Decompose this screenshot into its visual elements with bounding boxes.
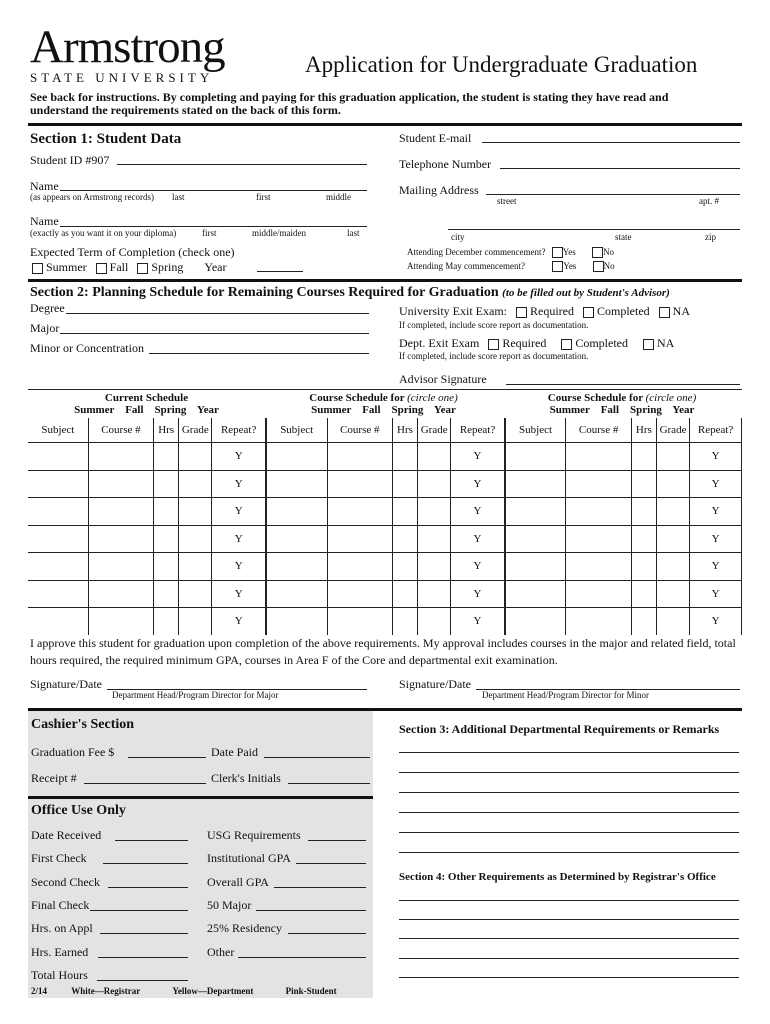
schedule-cell[interactable] [28,553,88,581]
sig-minor-caption: Department Head/Program Director for Minor [482,690,649,700]
repeat-cell[interactable]: Y [451,498,505,526]
copy-white: White—Registrar [71,986,141,996]
section4-title: Section 4: Other Requirements as Determined by Registrar's Office [399,871,716,883]
uni-na-label: NA [672,304,690,318]
year-label: Year [204,260,227,274]
schedule-cell[interactable] [631,580,656,608]
mailing-label: Mailing Address [399,183,479,197]
dept-required-checkbox[interactable] [488,339,499,350]
office-left-5-field[interactable] [98,957,188,958]
logo-main: Armstrong [30,21,225,73]
sig-major-label: Signature/Date [30,677,102,691]
schedule-row [28,608,742,635]
may-yes-checkbox[interactable] [552,261,563,272]
uni-completed-label: Completed [596,304,650,318]
office-left-0-field[interactable] [115,840,188,841]
schedule-cell[interactable] [327,553,393,581]
office-left-4-label: Hrs. on Appl [31,921,93,936]
dept-required-label: Required [502,336,547,350]
remarks-line[interactable] [399,919,739,920]
grad-fee-field[interactable] [128,757,206,758]
repeat-cell[interactable]: Y [451,580,505,608]
uni-completed-checkbox[interactable] [583,307,594,318]
sig-major-caption: Department Head/Program Director for Major [112,690,279,700]
spring-label: Spring [151,260,184,274]
schedule-cell[interactable] [266,553,327,581]
schedule-cell[interactable] [28,470,88,498]
name-last-label: last [172,192,185,202]
repeat-cell[interactable]: Y [212,553,266,581]
schedule-cell[interactable] [88,580,154,608]
repeat-cell[interactable]: Y [690,470,742,498]
schedule3-label: Course Schedule for [547,392,643,404]
street-label: street [497,196,517,206]
dept-na-checkbox[interactable] [643,339,654,350]
dec-yes-checkbox[interactable] [552,247,563,258]
dept-completed-checkbox[interactable] [561,339,572,350]
schedule-col-header: Grade [417,418,450,443]
repeat-cell[interactable]: Y [451,525,505,553]
form-version: 2/14 [31,986,48,996]
year-field[interactable] [257,271,303,272]
schedule-cell[interactable] [505,470,566,498]
apt-label: apt. # [699,196,719,206]
schedule-col-header: Hrs [631,418,656,443]
schedule-cell[interactable] [88,470,154,498]
clerk-label: Clerk's Initials [211,771,281,785]
schedule-cell[interactable] [88,608,154,635]
remarks-line[interactable] [399,958,739,959]
schedule-cell[interactable] [393,443,418,471]
advisor-sig-label: Advisor Signature [399,372,487,386]
repeat-cell[interactable]: Y [690,608,742,635]
schedule-row [28,525,742,553]
remarks-line[interactable] [399,812,739,813]
schedule-col-header: Subject [266,418,327,443]
summer-checkbox[interactable] [32,263,43,274]
schedule-header-1 [28,392,265,416]
dept-completed-label: Completed [575,336,628,350]
schedule-cell[interactable] [28,525,88,553]
approval-text: I approve this student for graduation upon completion of the above requirements. My approval includes courses in the major and related field, total hours required, the required minimum GPA, courses in Area F of the Core and departmental exit examination. [30,636,736,667]
office-right-4-label: 25% Residency [207,921,282,936]
schedule-cell[interactable] [566,580,632,608]
schedule-cell[interactable] [179,470,212,498]
divider [28,279,742,282]
office-right-1-label: Institutional GPA [207,851,291,866]
repeat-cell[interactable]: Y [451,553,505,581]
schedule-row [28,498,742,526]
remarks-line[interactable] [399,792,739,793]
schedule-cell[interactable] [154,608,179,635]
office-right-2-label: Overall GPA [207,874,269,889]
date-paid-label: Date Paid [211,745,258,759]
uni-exit-row [399,304,690,319]
office-left-3-label: Final Check [31,897,90,912]
schedule-cell[interactable] [393,580,418,608]
schedule-cell[interactable] [631,525,656,553]
schedule-cell[interactable] [566,470,632,498]
city-field[interactable] [448,229,740,230]
schedule-cell[interactable] [417,553,450,581]
schedule-cell[interactable] [154,498,179,526]
office-left-1-field[interactable] [103,863,188,864]
degree-label: Degree [30,301,65,315]
remarks-line[interactable] [399,938,739,939]
section3-title: Section 3: Additional Departmental Requirements or Remarks [399,722,720,736]
schedule-cell[interactable] [505,498,566,526]
schedule-cell[interactable] [393,553,418,581]
repeat-cell[interactable]: Y [212,498,266,526]
zip-label: zip [705,232,716,242]
schedule-col-header: Course # [566,418,632,443]
schedule-cell[interactable] [393,608,418,635]
office-left-6-label: Total Hours [31,967,88,982]
name-records-field[interactable] [60,190,367,191]
schedule3-terms: Summer Fall Spring Year [549,404,695,416]
schedule-col-header: Course # [327,418,393,443]
name-label: Name [30,179,59,193]
repeat-cell[interactable]: Y [212,470,266,498]
schedule-cell[interactable] [179,443,212,471]
cashier-title: Cashier's Section [31,717,135,732]
repeat-cell[interactable]: Y [690,580,742,608]
diploma-first-label: first [202,228,217,238]
degree-field[interactable] [66,313,369,314]
schedule-col-header: Subject [505,418,566,443]
page-title: Application for Undergraduate Graduation [305,52,698,77]
office-left-4-field[interactable] [100,933,188,934]
may-commencement-label: Attending May commencement? [407,261,525,271]
schedule-cell[interactable] [327,608,393,635]
schedule-cell[interactable] [154,553,179,581]
schedule-cell[interactable] [566,553,632,581]
advisor-sig-field[interactable] [506,384,740,385]
name-note-records: (as appears on Armstrong records) [30,192,154,202]
schedule-cell[interactable] [656,553,689,581]
office-right-2-field[interactable] [274,887,366,888]
schedule-top-rule [28,389,742,390]
may-commencement-row [407,261,615,272]
phone-label: Telephone Number [399,157,492,171]
schedule3-circle: (circle one) [645,392,697,404]
email-label: Student E-mail [399,131,472,145]
schedule-cell[interactable] [417,470,450,498]
uni-exit-label: University Exit Exam: [399,304,507,318]
dec-yes-label: Yes [562,247,576,257]
schedule-cell[interactable] [566,498,632,526]
repeat-cell[interactable]: Y [212,580,266,608]
office-left-5-label: Hrs. Earned [31,944,89,959]
schedule-cell[interactable] [631,470,656,498]
street-field[interactable] [486,194,740,195]
remarks-line[interactable] [399,752,739,753]
schedule2-terms: Summer Fall Spring Year [311,404,456,416]
schedule-cell[interactable] [154,525,179,553]
schedule-cell[interactable] [417,525,450,553]
schedule-col-header: Repeat? [690,418,742,443]
office-left-1-label: First Check [31,851,87,866]
office-right-5-label: Other [207,944,235,959]
schedule-col-header: Hrs [393,418,418,443]
repeat-cell[interactable]: Y [690,498,742,526]
office-right-3-label: 50 Major [207,897,252,912]
remarks-line[interactable] [399,772,739,773]
office-right-3-field[interactable] [256,910,366,911]
schedule-cell[interactable] [631,553,656,581]
office-right-0-field[interactable] [308,840,366,841]
repeat-cell[interactable]: Y [212,525,266,553]
schedule-cell[interactable] [88,553,154,581]
schedule-cell[interactable] [631,498,656,526]
office-right-0-label: USG Requirements [207,828,301,842]
schedule-cell[interactable] [327,443,393,471]
schedule-cell[interactable] [656,498,689,526]
office-left-3-field[interactable] [90,910,188,911]
schedule-cell[interactable] [88,443,154,471]
schedule-col-header: Repeat? [451,418,505,443]
name-diploma-field[interactable] [60,226,367,227]
diploma-middle-label: middle/maiden [252,228,306,238]
divider [28,796,373,799]
remarks-line[interactable] [399,977,739,978]
logo-sub: STATE UNIVERSITY [30,70,214,85]
remarks-line[interactable] [399,852,739,853]
schedule-col-header: Grade [656,418,689,443]
minor-label: Minor or Concentration [30,341,144,355]
current-schedule-label: Current Schedule [104,392,189,404]
name-first-label: first [256,192,271,202]
office-right-5-field[interactable] [238,957,366,958]
intro-text: See back for instructions. By completing and paying for this graduation application, the student is stating they have read and understand the requirements stated on the back of this form. [30,90,669,117]
dept-exit-label: Dept. Exit Exam [399,336,480,350]
office-left-6-field[interactable] [97,980,188,981]
schedule-cell[interactable] [327,525,393,553]
minor-field[interactable] [149,353,369,354]
grad-fee-label: Graduation Fee $ [31,745,115,759]
schedule-cell[interactable] [505,443,566,471]
section1-title: Section 1: Student Data [30,131,182,147]
logo [30,22,225,86]
schedule-header-3 [502,392,742,416]
dec-commencement-label: Attending December commencement? [407,247,546,257]
schedule-header-2 [265,392,502,416]
diploma-last-label: last [347,228,360,238]
email-field[interactable] [482,142,740,143]
clerk-field[interactable] [288,783,370,784]
state-label: state [615,232,632,242]
schedule-cell[interactable] [631,608,656,635]
schedule-cell[interactable] [266,498,327,526]
uni-required-checkbox[interactable] [516,307,527,318]
spring-checkbox[interactable] [137,263,148,274]
schedule-cell[interactable] [88,525,154,553]
office-right-4-field[interactable] [288,933,366,934]
may-no-label: No [603,261,615,271]
student-id-label: Student ID #907 [30,153,110,167]
major-field[interactable] [60,333,369,334]
divider [28,123,742,126]
schedule-cell[interactable] [266,608,327,635]
fall-label: Fall [109,260,129,274]
office-title: Office Use Only [31,803,126,818]
name-note-diploma: (exactly as you want it on your diploma) [30,228,177,238]
section2-title [30,285,670,301]
repeat-cell[interactable]: Y [451,608,505,635]
office-right-1-field[interactable] [296,863,366,864]
schedule-cell[interactable] [88,498,154,526]
summer-label: Summer [46,260,87,274]
uni-score-note: If completed, include score report as documentation. [399,320,589,330]
schedule-cell[interactable] [327,580,393,608]
schedule-cell[interactable] [656,580,689,608]
schedule-cell[interactable] [417,580,450,608]
schedule-cell[interactable] [28,498,88,526]
schedule-cell[interactable] [566,525,632,553]
remarks-line[interactable] [399,832,739,833]
office-left-2-field[interactable] [108,887,188,888]
term-options [32,260,226,275]
schedule-cell[interactable] [28,608,88,635]
schedule-cell[interactable] [505,553,566,581]
repeat-cell[interactable]: Y [212,608,266,635]
dec-no-label: No [603,247,615,257]
schedule-cell[interactable] [505,608,566,635]
schedule-cell[interactable] [179,525,212,553]
schedule-row [28,553,742,581]
schedule-cell[interactable] [393,470,418,498]
schedule-header-row [28,418,742,443]
schedule-cell[interactable] [179,608,212,635]
schedule-cell[interactable] [266,525,327,553]
receipt-label: Receipt # [31,771,77,785]
may-yes-label: Yes [563,261,577,271]
schedule-col-header: Course # [88,418,154,443]
section2-title-note: (to be filled out by Student's Advisor) [502,287,670,299]
may-no-checkbox[interactable] [593,261,604,272]
schedule2-circle: (circle one) [407,392,458,404]
schedule-cell[interactable] [28,443,88,471]
dept-exit-row [399,336,674,351]
schedule-cell[interactable] [327,498,393,526]
student-id-field[interactable] [117,164,367,165]
schedule-cell[interactable] [266,580,327,608]
repeat-cell[interactable]: Y [212,443,266,471]
schedule-col-header: Grade [179,418,212,443]
city-label: city [451,232,465,242]
schedule-row [28,443,742,471]
schedule-cell[interactable] [154,470,179,498]
schedule-cell[interactable] [656,470,689,498]
schedule-cell[interactable] [327,470,393,498]
repeat-cell[interactable]: Y [690,443,742,471]
schedule-col-header: Hrs [154,418,179,443]
schedule-cell[interactable] [179,498,212,526]
current-terms: Summer Fall Spring Year [74,404,219,416]
schedule-cell[interactable] [505,525,566,553]
schedule-table [28,418,742,635]
schedule-cell[interactable] [266,470,327,498]
copy-yellow: Yellow—Department [172,986,254,996]
schedule-row [28,470,742,498]
office-left-2-label: Second Check [31,874,100,889]
dec-commencement-row [407,247,614,258]
schedule-row [28,580,742,608]
uni-na-checkbox[interactable] [659,307,670,318]
schedule-col-header: Repeat? [212,418,266,443]
schedule-cell[interactable] [417,443,450,471]
schedule-cell[interactable] [154,580,179,608]
phone-field[interactable] [500,168,740,169]
schedule-cell[interactable] [656,608,689,635]
schedule-cell[interactable] [393,498,418,526]
expected-term-label: Expected Term of Completion (check one) [30,245,235,259]
sig-minor-label: Signature/Date [399,677,471,691]
schedule-cell[interactable] [505,580,566,608]
major-label: Major [30,321,60,335]
dec-no-checkbox[interactable] [592,247,603,258]
schedule-cell[interactable] [179,553,212,581]
schedule-cell[interactable] [656,525,689,553]
date-paid-field[interactable] [264,757,370,758]
uni-required-label: Required [529,304,574,318]
schedule-cell[interactable] [154,443,179,471]
name-diploma-label: Name [30,214,59,228]
schedule-cell[interactable] [28,580,88,608]
schedule-cell[interactable] [566,443,632,471]
footer [31,986,337,996]
schedule-cell[interactable] [417,498,450,526]
repeat-cell[interactable]: Y [451,470,505,498]
remarks-line[interactable] [399,900,739,901]
schedule-cell[interactable] [179,580,212,608]
repeat-cell[interactable]: Y [690,553,742,581]
schedule2-label: Course Schedule for [309,392,405,404]
schedule-col-header: Subject [28,418,88,443]
receipt-field[interactable] [84,783,206,784]
dept-na-label: NA [657,336,675,350]
copy-pink: Pink-Student [285,986,337,996]
schedule-cell[interactable] [566,608,632,635]
dept-score-note: If completed, include score report as documentation. [399,351,589,361]
schedule-cell[interactable] [417,608,450,635]
schedule-cell[interactable] [631,443,656,471]
repeat-cell[interactable]: Y [451,443,505,471]
office-left-0-label: Date Received [31,828,102,842]
section2-title-text: Section 2: Planning Schedule for Remaining Courses Required for Graduation [30,285,499,300]
fall-checkbox[interactable] [96,263,107,274]
schedule-cell[interactable] [393,525,418,553]
repeat-cell[interactable]: Y [690,525,742,553]
schedule-cell[interactable] [656,443,689,471]
schedule-cell[interactable] [266,443,327,471]
name-middle-label: middle [326,192,351,202]
